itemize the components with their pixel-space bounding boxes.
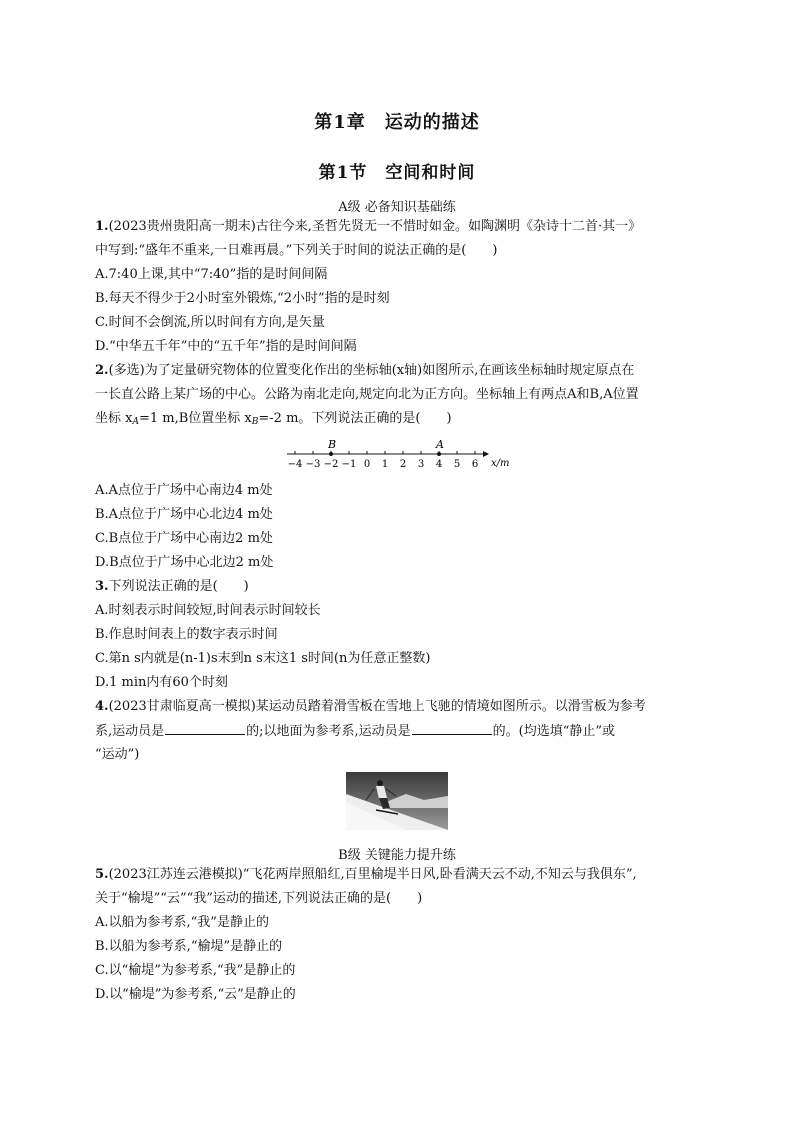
axis-tick-label: 0 xyxy=(363,459,371,470)
axis-tick-label: 2 xyxy=(399,459,407,470)
axis-arrow-icon xyxy=(483,451,489,457)
q1-option-d: D.“中华五千年”中的“五千年”指的是时间间隔 xyxy=(95,339,357,354)
skier-photo xyxy=(346,772,448,830)
q1-option-a: A.7:40上课,其中“7:40”指的是时间间隔 xyxy=(95,267,328,282)
axis-tick-label: 5 xyxy=(453,459,461,470)
q3-option-a: A.时刻表示时间较短,时间表示时间较长 xyxy=(95,603,321,618)
q2-option-a: A.A点位于广场中心南边4 m处 xyxy=(95,483,273,498)
q3-number: 3. xyxy=(95,579,109,594)
q5-number: 5. xyxy=(95,867,109,882)
q2-line-1 xyxy=(95,362,634,380)
axis-tick-label: 1 xyxy=(381,459,389,470)
point-a-label: A xyxy=(436,438,444,451)
axis-tick-label: 4 xyxy=(435,459,443,470)
q4-line-1 xyxy=(95,698,646,716)
q2-option-c: C.B点位于广场中心南边2 m处 xyxy=(95,531,273,546)
axis-unit-label: x/m xyxy=(491,458,510,469)
q4-stem-2: 系,运动员是 的;以地面为参考系,运动员是 的。(均选填“静止”或 xyxy=(95,724,616,739)
q5-option-b: B.以船为参考系,“榆堤”是静止的 xyxy=(95,939,283,954)
q3-option-d: D.1 min内有60个时刻 xyxy=(95,675,228,690)
axis-tick-label: 3 xyxy=(417,459,425,470)
q2-stem-2: 一长直公路上某广场的中心。公路为南北走向,规定向北为正方向。坐标轴上有两点A和B,A位置 xyxy=(95,387,639,402)
point-b-marker xyxy=(329,452,333,456)
q1-option-b: B.每天不得少于2小时室外锻炼,“2小时”指的是时刻 xyxy=(95,291,390,306)
q4-blank-2[interactable] xyxy=(412,722,492,735)
q5-option-a: A.以船为参考系,“我”是静止的 xyxy=(95,915,269,930)
q1-line-1 xyxy=(95,218,641,236)
q2-number: 2. xyxy=(95,363,109,378)
point-a-marker xyxy=(437,452,441,456)
q4-number: 4. xyxy=(95,699,109,714)
axis-tick-label: −4 xyxy=(287,459,303,470)
q3-option-b: B.作息时间表上的数字表示时间 xyxy=(95,627,278,642)
q3-stem-1: 下列说法正确的是( ) xyxy=(108,579,249,594)
axis-tick-label: −1 xyxy=(341,459,357,470)
axis-tick-label: −3 xyxy=(305,459,321,470)
q3-line-1 xyxy=(95,578,249,596)
q1-stem-1: (2023贵州贵阳高一期末)古往今来,圣哲先贤无一不惜时如金。如陶渊明《杂诗十二首·其一》 xyxy=(108,219,642,234)
q1-stem-2: 中写到:“盛年不重来,一日难再晨。”下列关于时间的说法正确的是( ) xyxy=(95,243,498,258)
section-title: 第1节 空间和时间 xyxy=(318,163,476,183)
q5-line-1 xyxy=(95,866,637,884)
q5-option-c: C.以“榆堤”为参考系,“我”是静止的 xyxy=(95,963,296,978)
q1-option-c: C.时间不会倒流,所以时间有方向,是矢量 xyxy=(95,315,325,330)
level-b-heading: B级 关键能力提升练 xyxy=(338,848,456,863)
q2-option-b: B.A点位于广场中心北边4 m处 xyxy=(95,507,273,522)
level-a-heading: A级 必备知识基础练 xyxy=(338,200,456,215)
q5-stem-2: 关于“榆堤”“云”“我”运动的描述,下列说法正确的是( ) xyxy=(95,891,423,906)
q4-blank-1[interactable] xyxy=(165,722,245,735)
q5-stem-1: (2023江苏连云港模拟)“飞花两岸照船红,百里榆堤半日风,卧看满天云不动,不知云与我俱东”, xyxy=(108,867,637,882)
q3-option-c: C.第n s内就是(n-1)s末到n s末这1 s时间(n为任意正整数) xyxy=(95,651,431,666)
q4-stem-1: (2023甘肃临夏高一模拟)某运动员踏着滑雪板在雪地上飞驰的情境如图所示。以滑雪板为参考 xyxy=(108,699,646,714)
coordinate-axis-figure xyxy=(283,438,523,472)
q2-stem-1: (多选)为了定量研究物体的位置变化作出的坐标轴(x轴)如图所示,在画该坐标轴时规定原点在 xyxy=(108,363,635,378)
q2-option-d: D.B点位于广场中心北边2 m处 xyxy=(95,555,274,570)
q5-option-d: D.以“榆堤”为参考系,“云”是静止的 xyxy=(95,987,296,1002)
point-b-label: B xyxy=(328,438,337,451)
axis-tick-label: 6 xyxy=(471,459,479,470)
axis-tick-label: −2 xyxy=(323,459,339,470)
q4-stem-3: “运动”) xyxy=(95,747,140,762)
chapter-title: 第1章 运动的描述 xyxy=(314,112,480,133)
q2-stem-3: 坐标 $x_A=1$ m,B位置坐标 $x_B=-2$ m。下列说法正确的是( ) xyxy=(95,411,452,427)
q1-number: 1. xyxy=(95,219,109,234)
